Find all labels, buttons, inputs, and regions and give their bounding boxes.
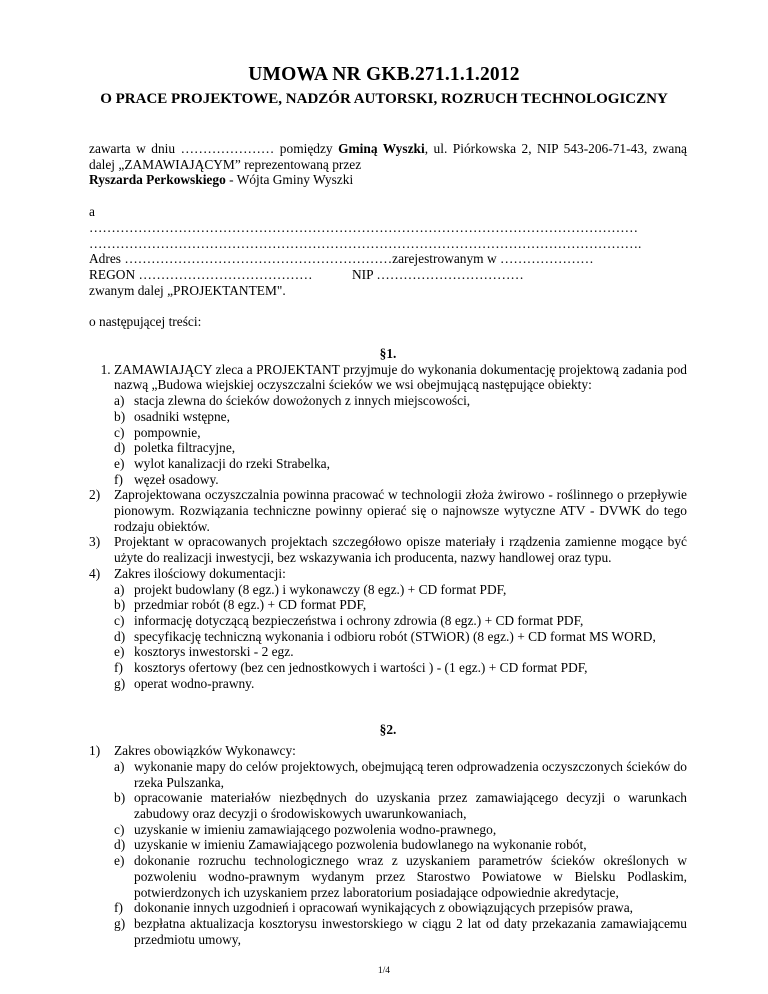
contractor-ids — [89, 267, 687, 283]
intro-paragraph — [89, 141, 687, 188]
section-1-point-1 — [114, 362, 687, 488]
section-1-point-4 — [114, 566, 687, 692]
list-item: przedmiar robót (8 egz.) + CD format PDF, — [134, 597, 367, 613]
list-item: wykonanie mapy do celów projektowych, obejmującą teren odprowadzenia oczyszczonych ścieków do rzeka Pulszanka, — [134, 758, 687, 790]
contractor-block — [89, 204, 687, 298]
list-item: operat wodno-prawny. — [134, 675, 255, 691]
point-text: ZAMAWIAJĄCY zleca a PROJEKTANT przyjmuje do wykonania dokumentację projektową zadania pod nazwą „Budowa wiejskiej oczyszczalni ścieków we wsi obejmującą następujące obiekty: — [114, 361, 687, 393]
duties-list — [114, 759, 687, 947]
section-1-list — [89, 362, 687, 488]
list-item: kosztorys ofertowy (bez cen jednostkowych i wartości ) - (1 egz.) + CD format PDF, — [134, 660, 588, 676]
list-item: pompownie, — [134, 424, 201, 440]
objects-list — [114, 393, 687, 487]
list-item: kosztorys inwestorski - 2 egz. — [134, 644, 294, 660]
contract-title: UMOWA NR GKB.271.1.1.2012 — [248, 64, 520, 85]
list-item: wylot kanalizacji do rzeki Strabelka, — [134, 455, 330, 471]
point-text: Zakres obowiązków Wykonawcy: — [114, 743, 296, 759]
representative-name: Ryszarda Perkowskiego — [89, 172, 226, 188]
section-2-heading: §2. — [379, 721, 397, 737]
list-item: projekt budowlany (8 egz.) i wykonawczy (8 egz.) + CD format PDF, — [134, 581, 507, 597]
section-1-point-3: Projektant w opracowanych projektach szczegółowo opisze materiały i rządzenia zamienne mogące być użyte do realizacji inwestycji, bez wskazywania ich producenta, nazwy handlowej oraz typu. — [114, 534, 687, 566]
intro-prefix: zawarta w dniu ………………… pomiędzy — [89, 141, 339, 156]
section-1-list-cont — [89, 487, 687, 691]
document-body — [89, 141, 687, 947]
list-item: dokonanie innych uzgodnień i opracowań wynikających z obowiązujących przepisów prawa, — [134, 900, 633, 916]
list-item: poletka filtracyjne, — [134, 440, 236, 456]
list-item: uzyskanie w imieniu Zamawiającego pozwolenia budowlanego na wykonanie robót, — [134, 837, 587, 853]
list-item: osadniki wstępne, — [134, 408, 230, 424]
list-item: informację dotyczącą bezpieczeństwa i ochrony zdrowia (8 egz.) + CD format PDF, — [134, 612, 584, 628]
documentation-list — [114, 582, 687, 692]
section-1-heading: §1. — [379, 346, 397, 362]
list-item: stacja zlewna do ścieków dowożonych z innych miejscowości, — [134, 393, 471, 409]
contractor-dots-2: ……………………………………………………………………………………………………………. — [89, 235, 642, 251]
list-item: specyfikację techniczną wykonania i odbioru robót (STWiOR) (8 egz.) + CD format MS WORD, — [134, 628, 656, 644]
preamble: o następującej treści: — [89, 314, 202, 330]
page-number: 1/4 — [377, 966, 391, 976]
intro-text: , ul. Piórkowska 2, NIP 543-206-71-43, zwaną dalej „ZAMAWIAJĄCYM” reprezentowaną przez — [89, 141, 687, 172]
section-2-point-1 — [114, 743, 687, 947]
section-2-list — [89, 743, 687, 947]
party-name: Gminą Wyszki — [338, 141, 425, 156]
list-item: bezpłatna aktualizacja kosztorysu inwestorskiego w ciągu 2 lat od daty przekazania zamawiającemu przedmiotu umowy, — [134, 915, 687, 947]
contractor-a: a — [89, 204, 95, 220]
list-item: opracowanie materiałów niezbędnych do uzyskania przez zamawiającego decyzji o warunkach zabudowy oraz decyzji o środowiskowych uwarunkowaniach, — [134, 790, 687, 822]
representative-role: - Wójta Gminy Wyszki — [225, 172, 354, 188]
list-item: dokonanie rozruchu technologicznego wraz z uzyskaniem parametrów ścieków określonych w pozwoleniu wodno-prawnym wydanym przez Starostwo Powiatowe w Bielsku Podlaskim, potwierdzonych ich uzyskaniem przez laboratorium posiadające odpowiednie akredytacje, — [134, 853, 687, 900]
section-1-point-2: Zaprojektowana oczyszczalnia powinna pracować w technologii złoża żwirowo - roślinnego o przepływie pionowym. Rozwiązania techniczne powinny opierać się o najnowsze wytyczne ATV - DVWK do tego rodzaju obiektów. — [114, 487, 687, 534]
contractor-regon: REGON ………………………………… — [89, 266, 313, 282]
point-text: Zakres ilościowy dokumentacji: — [114, 565, 286, 581]
list-item: węzeł osadowy. — [134, 471, 219, 487]
contract-subtitle: O PRACE PROJEKTOWE, NADZÓR AUTORSKI, ROZRUCH TECHNOLOGICZNY — [100, 91, 668, 107]
contractor-address: Adres ……………………………………………………zarejestrowanym w ………………… — [89, 251, 594, 267]
contractor-nip: NIP …………………………… — [352, 266, 524, 282]
contractor-named: zwanym dalej „PROJEKTANTEM". — [89, 282, 286, 298]
list-item: uzyskanie w imieniu zamawiającego pozwolenia wodno-prawnego, — [134, 821, 497, 837]
contractor-dots-1: …………………………………………………………………………………………………………… — [89, 219, 639, 235]
